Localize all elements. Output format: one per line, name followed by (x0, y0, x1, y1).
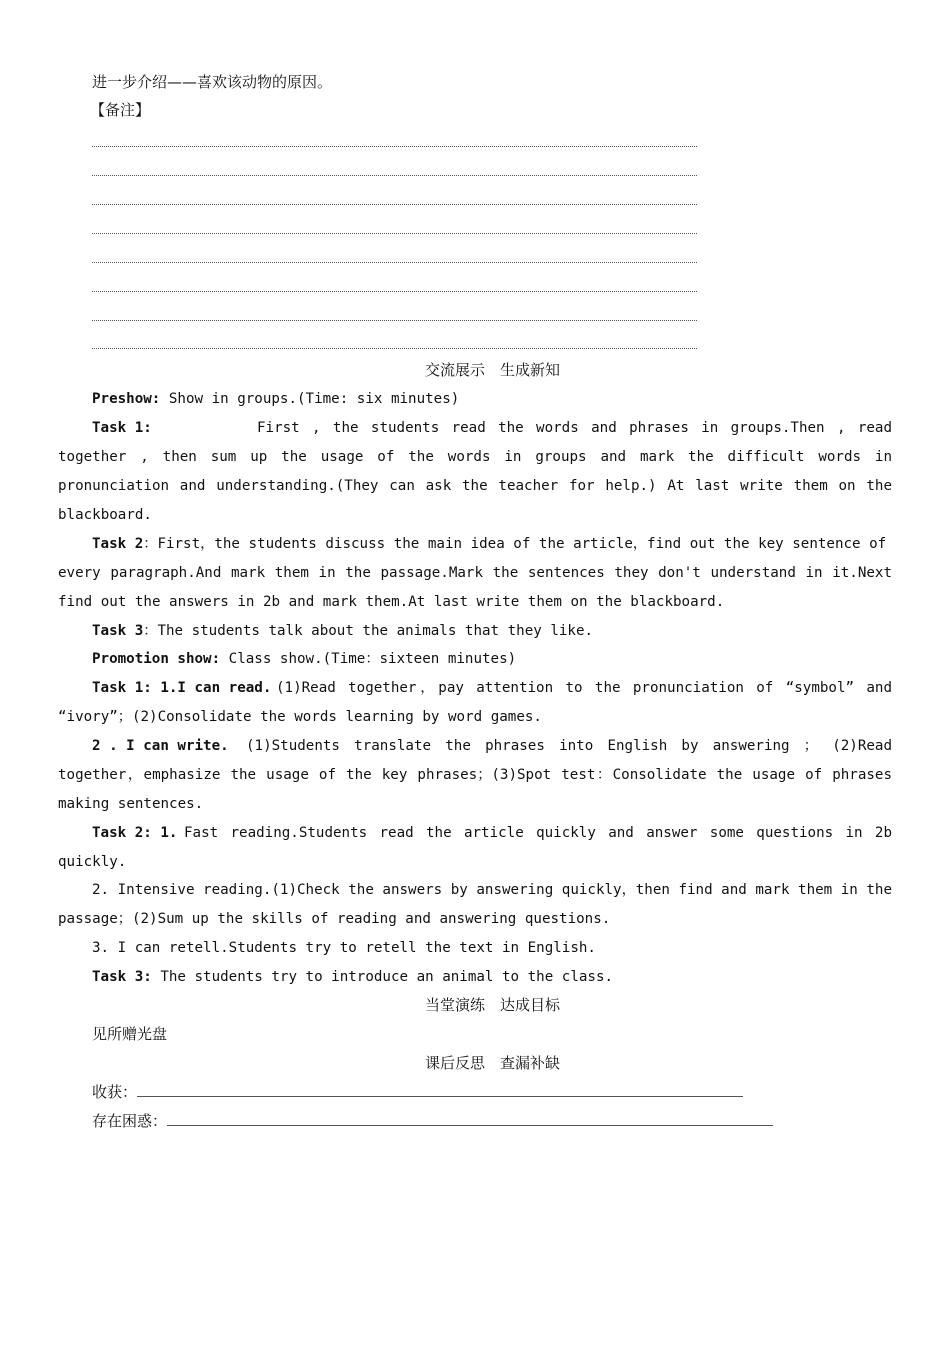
ps-retell-line: 3. I can retell.Students try to retell the text in English. (92, 940, 596, 956)
note-line (92, 348, 697, 349)
note-line (92, 175, 697, 176)
note-line (92, 146, 697, 147)
gain-label: 收获： (92, 1083, 138, 1101)
task2-line1: Task 2：First，the students discuss the main idea of the article，find out the key sentence of (92, 536, 887, 552)
task1-line2: together , then sum up the usage of the words in groups and mark the difficult words in (58, 449, 892, 465)
ps-task1-line1: (1)Read together，pay attention to the pronunciation of “symbol” and (276, 680, 892, 696)
gain-blank-line[interactable] (137, 1082, 743, 1097)
task3-line: Task 3：The students talk about the animals that they like. (92, 623, 594, 639)
confusion-row (92, 1111, 773, 1131)
ps-write-label: 2 . I can write. (92, 738, 229, 754)
ps-task2-line1: Fast reading.Students read the article quickly and answer some questions in 2b (184, 825, 892, 841)
intro-line: 进一步介绍——喜欢该动物的原因。 (92, 73, 333, 91)
promotion-line: Promotion show: Class show.(Time：sixteen minutes) (92, 651, 517, 667)
ps-task1-line2: “ivory”；(2)Consolidate the words learning by word games. (58, 709, 542, 725)
task1-line1: First , the students read the words and phrases in groups.Then , read (257, 420, 892, 436)
preshow-label: Preshow: (92, 391, 161, 407)
note-line (92, 262, 697, 263)
ps-task2-line2: quickly. (58, 854, 127, 870)
note-line (92, 320, 697, 321)
preshow-text: Show in groups.(Time: six minutes) (160, 391, 460, 407)
ps-intensive-line1: 2. Intensive reading.(1)Check the answers by answering quickly，then find and mark them in the (92, 882, 892, 898)
ps-task3-line: Task 3: The students try to introduce an animal to the class. (92, 969, 614, 985)
ps-write-line2: together，emphasize the usage of the key phrases；(3)Spot test：Consolidate the usage of phrases (58, 767, 892, 783)
confusion-label: 存在困惑： (92, 1112, 168, 1130)
ps-task2-label: Task 2: 1. (92, 825, 178, 841)
note-line (92, 291, 697, 292)
section-title-practice: 当堂演练 达成目标 (424, 996, 560, 1014)
gain-row (92, 1082, 743, 1102)
note-line (92, 204, 697, 205)
task1-label: Task 1: (92, 420, 152, 436)
note-line (92, 233, 697, 234)
disc-line: 见所赠光盘 (92, 1025, 168, 1043)
task2-line3: find out the answers in 2b and mark them.At last write them on the blackboard. (58, 594, 725, 610)
section-title-exchange: 交流展示 生成新知 (424, 361, 560, 379)
task2-line2: every paragraph.And mark them in the passage.Mark the sentences they don't understand in it.Next (58, 565, 892, 581)
section-title-reflection: 课后反思 查漏补缺 (424, 1054, 560, 1072)
ps-write-line1: (1)Students translate the phrases into English by answering ； (2)Read (246, 738, 892, 754)
ps-intensive-line2: passage；(2)Sum up the skills of reading and answering questions. (58, 911, 611, 927)
task1-line4: blackboard. (58, 507, 152, 523)
confusion-blank-line[interactable] (167, 1111, 773, 1126)
ps-task1-label: Task 1: 1.I can read. (92, 680, 272, 696)
ps-write-line3: making sentences. (58, 796, 204, 812)
preshow-line (92, 389, 459, 409)
task1-line3: pronunciation and understanding.(They can ask the teacher for help.) At last write them on the (58, 478, 892, 494)
notes-heading: 【备注】 (90, 101, 151, 119)
